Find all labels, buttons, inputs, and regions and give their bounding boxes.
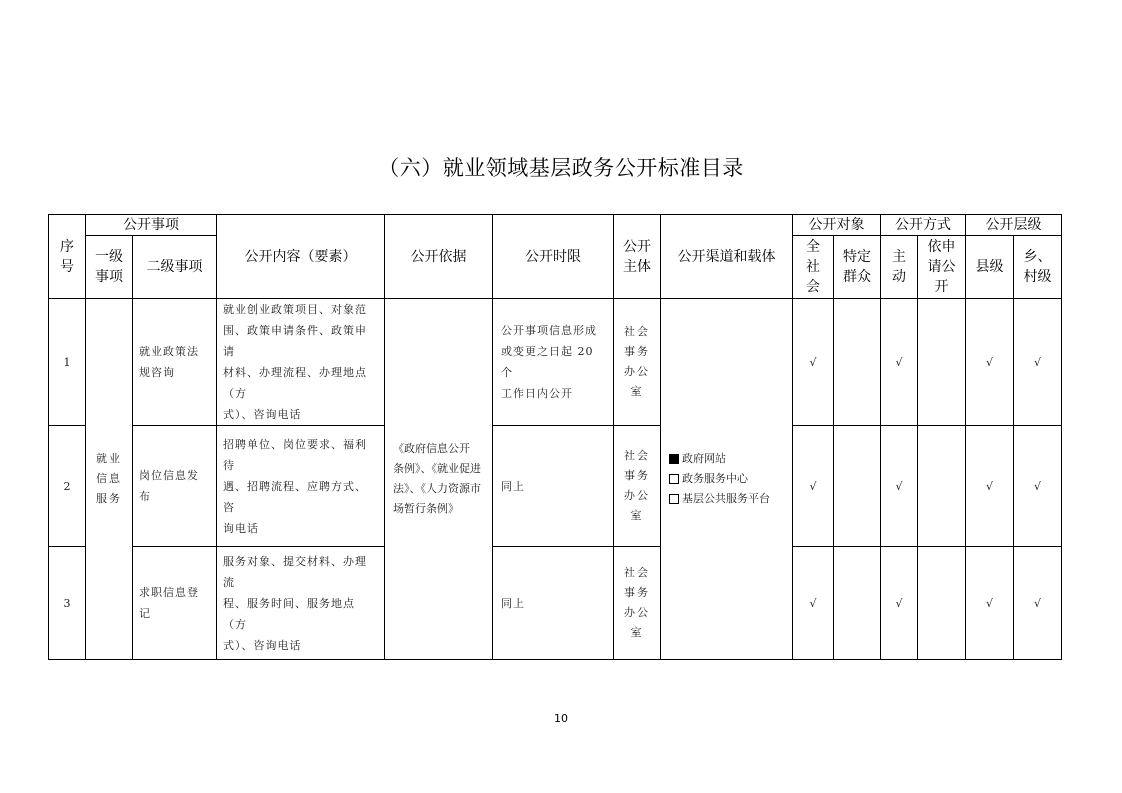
check-county: √ <box>966 299 1014 426</box>
check-request <box>918 426 966 547</box>
row-level2: 就业政策法 规咨询 <box>133 299 217 426</box>
row-content: 招聘单位、岗位要求、福利待 遇、招聘流程、应聘方式、咨 询电话 <box>217 426 385 547</box>
check-specific <box>834 426 881 547</box>
shared-basis: 《政府信息公开 条例》、《就业促进 法》、《人力资源市 场暂行条例》 <box>385 299 493 660</box>
page-number: 10 <box>554 712 568 725</box>
table-row <box>49 426 1062 547</box>
unchecked-box-icon <box>669 494 679 504</box>
header-time-limit: 公开时限 <box>493 215 614 299</box>
header-level-town: 乡、 村级 <box>1014 236 1062 299</box>
row-time-limit: 公开事项信息形成 或变更之日起 20 个 工作日内公开 <box>493 299 614 426</box>
shared-channels <box>661 299 793 660</box>
row-content: 就业创业政策项目、对象范 围、政策申请条件、政策申请 材料、办理流程、办理地点（方 式）、咨询电话 <box>217 299 385 426</box>
table-row <box>49 299 1062 426</box>
check-request <box>918 547 966 660</box>
header-target-group: 公开对象 <box>793 215 881 236</box>
header-target-specific: 特定 群众 <box>834 236 881 299</box>
header-method-group: 公开方式 <box>881 215 966 236</box>
header-method-request: 依申 请公 开 <box>918 236 966 299</box>
row-level2: 岗位信息发 布 <box>133 426 217 547</box>
header-level1: 一级 事项 <box>86 236 133 299</box>
row-subject: 社会 事务 办公 室 <box>614 547 661 660</box>
check-county: √ <box>966 426 1014 547</box>
row-content: 服务对象、提交材料、办理流 程、服务时间、服务地点（方 式）、咨询电话 <box>217 547 385 660</box>
row-subject: 社会 事务 办公 室 <box>614 426 661 547</box>
level1-item: 就业 信息 服务 <box>86 299 133 660</box>
header-method-active: 主 动 <box>881 236 918 299</box>
header-level2: 二级事项 <box>133 236 217 299</box>
check-specific <box>834 299 881 426</box>
row-time-limit: 同上 <box>493 547 614 660</box>
header-seq: 序 号 <box>49 215 86 299</box>
check-town: √ <box>1014 547 1062 660</box>
channel-item: 政府网站 <box>669 449 784 469</box>
check-all: √ <box>793 426 834 547</box>
check-all: √ <box>793 547 834 660</box>
check-active: √ <box>881 299 918 426</box>
check-specific <box>834 547 881 660</box>
disclosure-catalog-table <box>48 214 1062 660</box>
header-channels: 公开渠道和载体 <box>661 215 793 299</box>
check-active: √ <box>881 547 918 660</box>
channel-item: 政务服务中心 <box>669 469 784 489</box>
row-seq: 3 <box>49 547 86 660</box>
check-request <box>918 299 966 426</box>
page-title: （六）就业领域基层政务公开标准目录 <box>378 156 744 180</box>
unchecked-box-icon <box>669 474 679 484</box>
row-seq: 2 <box>49 426 86 547</box>
header-content: 公开内容（要素） <box>217 215 385 299</box>
row-seq: 1 <box>49 299 86 426</box>
header-level-group: 公开层级 <box>966 215 1062 236</box>
check-town: √ <box>1014 426 1062 547</box>
header-basis: 公开依据 <box>385 215 493 299</box>
header-level-county: 县级 <box>966 236 1014 299</box>
header-matter-group: 公开事项 <box>86 215 217 236</box>
header-subject: 公开 主体 <box>614 215 661 299</box>
header-target-all: 全 社 会 <box>793 236 834 299</box>
check-town: √ <box>1014 299 1062 426</box>
channel-item: 基层公共服务平台 <box>669 489 784 509</box>
row-time-limit: 同上 <box>493 426 614 547</box>
checked-box-icon <box>669 454 679 464</box>
check-active: √ <box>881 426 918 547</box>
table-row <box>49 547 1062 660</box>
row-level2: 求职信息登 记 <box>133 547 217 660</box>
row-subject: 社会 事务 办公 室 <box>614 299 661 426</box>
check-county: √ <box>966 547 1014 660</box>
check-all: √ <box>793 299 834 426</box>
